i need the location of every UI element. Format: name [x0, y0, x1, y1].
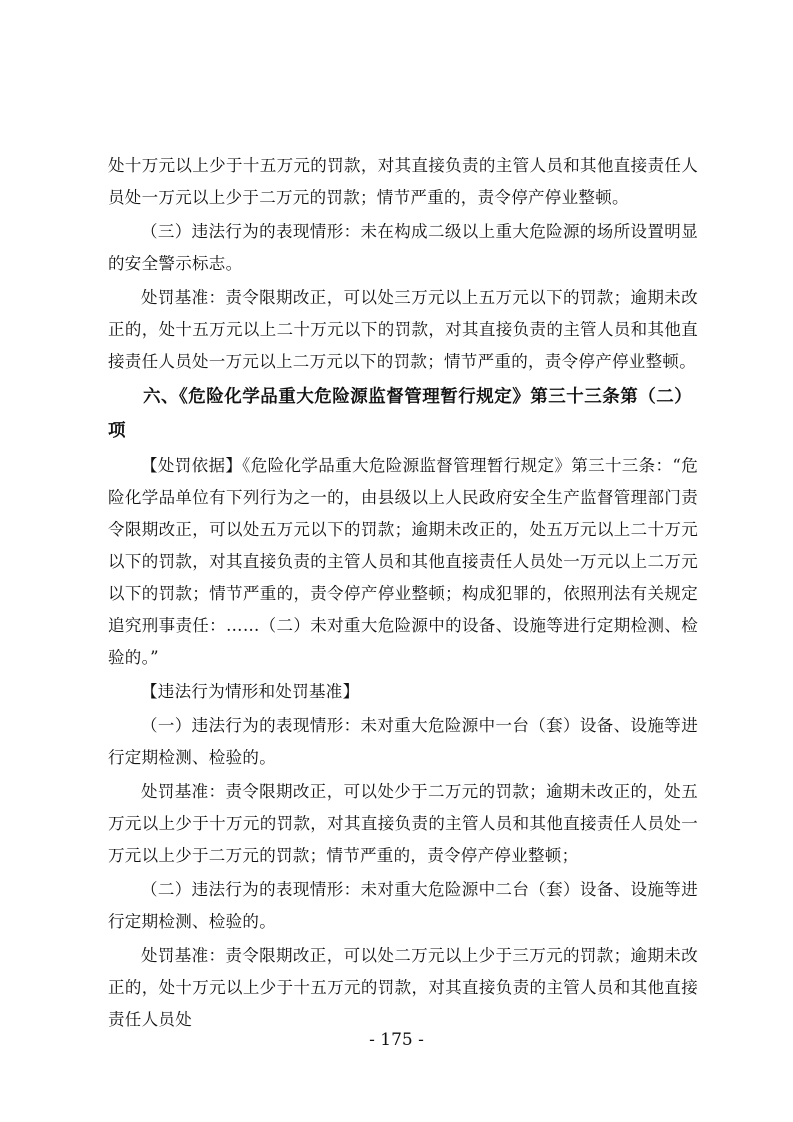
section-heading: 六、《危险化学品重大危险源监督管理暂行规定》第三十三条第（二）项 — [108, 387, 693, 441]
paragraph: （二）违法行为的表现情形：未对重大危险源中二台（套）设备、设施等进行定期检测、检验的。 — [108, 880, 698, 931]
page-number: - 175 - — [369, 1030, 424, 1050]
paragraph: 处罚基准：责令限期改正，可以处三万元以上五万元以下的罚款；逾期未改正的，处十五万元以上二十万元以下的罚款，对其直接负责的主管人员和其他直接责任人员处一万元以上二万元以下的罚款；情节严重的，责令停产停业整顿。 — [108, 288, 698, 371]
paragraph: 处罚基准：责令限期改正，可以处二万元以上少于三万元的罚款；逾期未改正的，处十万元以上少于十五万元的罚款，对其直接负责的主管人员和其他直接责任人员处 — [108, 946, 698, 1029]
paragraph: 处十万元以上少于十五万元的罚款，对其直接负责的主管人员和其他直接责任人员处一万元以上少于二万元的罚款；情节严重的，责令停产停业整顿。 — [108, 156, 698, 207]
paragraph: （三）违法行为的表现情形：未在构成二级以上重大危险源的场所设置明显的安全警示标志。 — [108, 222, 698, 273]
paragraph: 处罚基准：责令限期改正，可以处少于二万元的罚款；逾期未改正的，处五万元以上少于十万元的罚款，对其直接负责的主管人员和其他直接责任人员处一万元以上少于二万元的罚款；情节严重的，责令停产停业整顿； — [108, 782, 698, 865]
paragraph: （一）违法行为的表现情形：未对重大危险源中一台（套）设备、设施等进行定期检测、检验的。 — [108, 716, 698, 767]
paragraph: 【违法行为情形和处罚基准】 — [141, 682, 360, 701]
body-text — [108, 150, 698, 1038]
paragraph: 【处罚依据】《危险化学品重大危险源监督管理暂行规定》第三十三条：“危险化学品单位有下列行为之一的，由县级以上人民政府安全生产监督管理部门责令限期改正，可以处五万元以下的罚款；逾期未改正的，处五万元以上二十万元以下的罚款，对其直接负责的主管人员和其他直接责任人员处一万元以上二万元以下的罚款；情节严重的，责令停产停业整顿；构成犯罪的，依照刑法有关规定追究刑事责任：……（二）未对重大危险源中的设备、设施等进行定期检测、检验的。” — [108, 456, 698, 667]
